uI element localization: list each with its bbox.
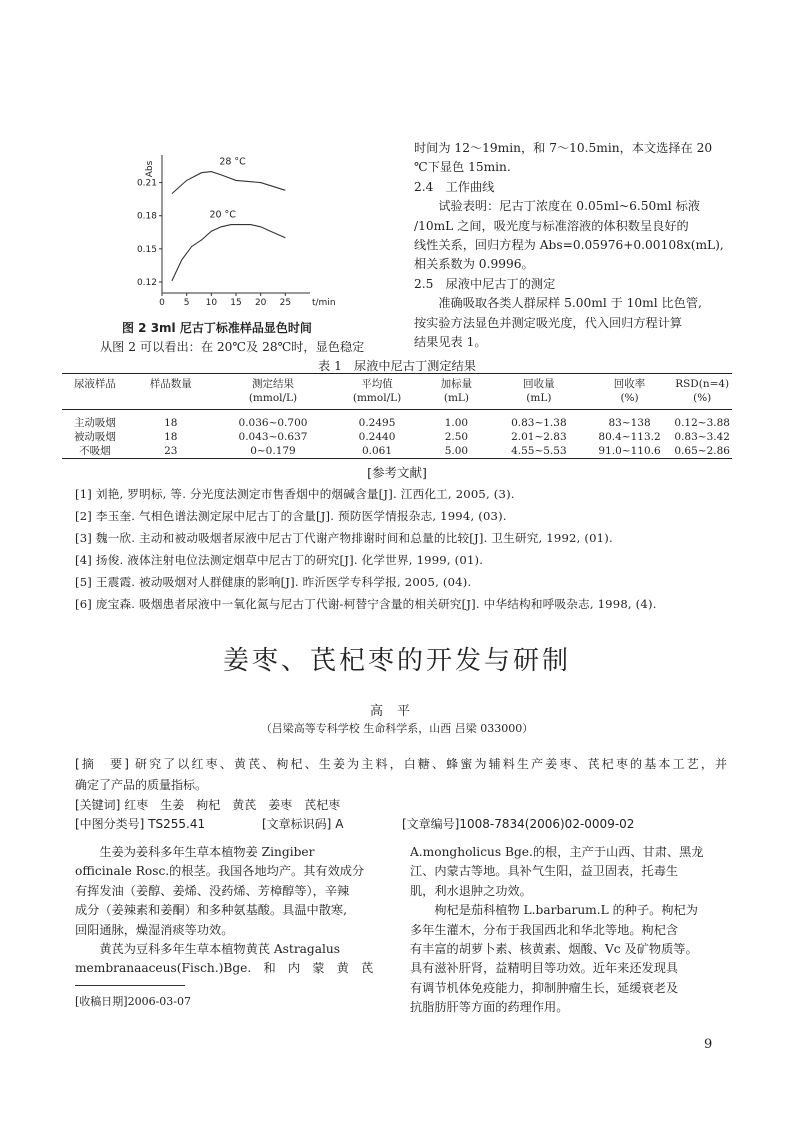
table-header-cell: [62, 374, 128, 410]
keywords-text: 红枣 生姜 枸杞 黄芪 姜枣 芪杞枣: [124, 798, 341, 812]
header-line: 回收量: [523, 378, 555, 390]
text-line: 时间为 12～19min，和 7～10.5min，本文选择在 20: [414, 141, 713, 155]
table-row: [62, 410, 732, 431]
article-affiliation: （吕梁高等专科学校 生命科学系，山西 吕梁 033000）: [260, 722, 534, 735]
abstract: [75, 755, 727, 772]
table-cell: 0.036~0.700: [238, 417, 308, 429]
doccode-line: [262, 815, 343, 832]
figure-caption: 图 2 3ml 尼古丁标准样品显色时间: [122, 321, 312, 335]
y-tick-label: 0.21: [136, 178, 157, 189]
header-line: (mL): [443, 392, 469, 404]
reference-item: [1] 刘艳, 罗明标, 等. 分光度法测定市售香烟中的烟碱含量[J]. 江西化工, 2005, (3).: [75, 487, 515, 501]
reference-item: [6] 庞宝森. 吸烟患者尿液中一氧化氮与尼古丁代谢-柯替宁含量的相关研究[J]. 中华结构和呼吸杂志, 1998, (4).: [75, 597, 657, 611]
table-cell: 0.2495: [358, 417, 396, 429]
table-cell: 2.01~2.83: [511, 431, 567, 443]
header-line: 平均值: [361, 378, 393, 390]
x-tick-label: 25: [279, 298, 292, 308]
text-line: 线性关系，回归方程为 Abs=0.05976+0.00108x(mL),: [414, 238, 724, 253]
page-number: 9: [704, 1037, 713, 1052]
y-tick-label: 0.15: [136, 244, 157, 255]
doccode-value: A: [335, 817, 344, 831]
header-line: (mmol/L): [248, 392, 298, 404]
table-header-row: [62, 374, 732, 410]
series-label: 20 °C: [209, 209, 236, 221]
table-header-cell: [128, 374, 214, 410]
text-line: 相关系数为 0.9996。: [414, 257, 534, 272]
body-line: officinale Rosc.的根茎。我国各地均产。其有效成分: [75, 864, 365, 879]
results-table: [62, 373, 732, 459]
text-line: ℃下显色 15min.: [414, 160, 511, 175]
x-tick-label: 10: [205, 298, 218, 308]
header-line: 回收率: [613, 378, 646, 390]
table-cell: 0.043~0.637: [238, 431, 308, 443]
reference-item: [5] 王震霞. 被动吸烟对人群健康的影响[J]. 昨沂医学专科学报, 2005, (04).: [75, 575, 472, 589]
table-cell: 83~138: [608, 417, 651, 429]
table-cell: 18: [164, 431, 178, 443]
table-header-cell: [587, 374, 673, 410]
table-header-cell: [332, 374, 422, 410]
table-cell: 5.00: [444, 445, 469, 457]
x-tick-label: 0: [159, 298, 165, 308]
clc-label: [中图分类号]: [75, 817, 145, 831]
table-cell: 80.4~113.2: [598, 431, 661, 443]
table-header-cell: [422, 374, 491, 410]
article-author: 高平: [369, 704, 424, 719]
text-line: /10mL 之间，吸光度与标准溶液的体积数呈良好的: [414, 218, 689, 233]
text-line: 按实验方法显色并测定吸光度，代入回归方程计算: [414, 315, 683, 330]
table-row: [62, 430, 732, 444]
body-line: 回阳通脉，燥湿消痰等功效。: [75, 922, 234, 937]
body-line: 成分（姜辣素和姜酮）和多种氨基酸。具温中散寒,: [75, 903, 347, 918]
header-line: (%): [620, 392, 639, 404]
section-heading: 2.4 工作曲线: [414, 179, 495, 194]
header-line: 测定结果: [251, 378, 294, 390]
table-cell: 2.50: [444, 431, 469, 443]
body-line: 多年生灌木，分布于我国西北和华北等地。枸杞含: [410, 922, 679, 937]
body-line: 江、内蒙古等地。具补气生阳，益卫固表，托毒生: [410, 864, 679, 879]
x-tick-label: 5: [183, 298, 190, 308]
table-cell: 0.061: [361, 445, 393, 457]
x-tick-label: 20: [254, 298, 267, 308]
table-cell: 0.83~1.38: [511, 417, 567, 429]
series-label: 28 °C: [219, 156, 246, 168]
reference-item: [2] 李玉奎. 气相色谱法测定尿中尼古丁的含量[J]. 预防医学情报杂志, 1994, (03).: [75, 509, 507, 523]
body-right-column: [410, 843, 726, 1018]
x-tick-label: 15: [230, 298, 242, 308]
reference-item: [4] 扬俊. 液体注射电位法测定烟草中尼古丁的研究[J]. 化学世界, 1999, (01).: [75, 553, 484, 567]
classification-line: [75, 815, 205, 832]
keywords: [75, 796, 340, 813]
text-line: 试验表明：尼古丁浓度在 0.05ml~6.50ml 标液: [414, 199, 700, 214]
table-cell: 被动吸烟: [73, 431, 116, 443]
series-line: [172, 225, 285, 281]
header-line: 尿液样品: [73, 378, 116, 390]
table-cell: 0.2440: [358, 431, 396, 443]
table-row: [62, 444, 732, 459]
table-header-cell: [214, 374, 333, 410]
body-line: 黄芪为豆科多年生草本植物黄芪 Astragalus: [75, 942, 340, 957]
table-cell: 0.65~2.86: [674, 445, 730, 457]
text-line: 准确吸取各类人群尿样 5.00ml 于 10ml 比色管,: [414, 296, 702, 311]
table-cell: 不吸烟: [79, 445, 111, 457]
body-line: 有丰富的胡萝卜素、核黄素、烟酸、Vc 及矿物质等。: [410, 942, 698, 957]
table-header-cell: [672, 374, 732, 410]
doccode-label: [文章标识码]: [262, 817, 332, 831]
table-title: 表 1 尿液中尼古丁测定结果: [318, 359, 476, 373]
table-cell: 1.00: [444, 417, 469, 429]
table-cell: 23: [164, 445, 178, 457]
table-cell: 0.83~3.42: [674, 431, 730, 443]
body-line: 枸杞是茄科植物 L.barbarum.L 的种子。枸杞为: [410, 903, 698, 918]
abstract-text: 研究了以红枣、黄芪、枸杞、生姜为主料，白糖、蜂蜜为辅料生产姜枣、芪杞枣的基本工艺，并: [134, 757, 727, 771]
abstract-label: [摘 要]: [75, 757, 129, 771]
body-line: A.mongholicus Bge.的根，主产于山西、甘肃、黑龙: [410, 845, 704, 859]
abstract-line: [75, 755, 727, 772]
body-line: 生姜为姜科多年生草本植物姜 Zingiber: [75, 845, 315, 859]
section-heading: 2.5 尿液中尼古丁的测定: [414, 276, 556, 291]
right-column-top: [414, 139, 724, 352]
header-line: 样品数量: [149, 378, 192, 390]
x-axis-label: t/min: [312, 298, 336, 308]
body-line: 抗脂肪肝等方面的药理作用。: [410, 1000, 569, 1015]
header-line: (%): [693, 392, 712, 404]
table-header-cell: [491, 374, 587, 410]
references-heading: [参考文献]: [367, 465, 427, 480]
article-title: 姜枣、芪杞枣的开发与研制: [222, 646, 571, 676]
body-left-column: [75, 843, 381, 979]
y-axis-label: Abs: [145, 160, 155, 178]
table-cell: 4.55~5.53: [511, 445, 567, 457]
body-line: membranaaceus(Fisch.)Bge. 和 内 蒙 黄 芪: [75, 961, 374, 976]
table-cell: 主动吸烟: [73, 417, 116, 429]
abstract-line-2: 确定了产品的质量指标。: [75, 778, 208, 792]
body-line: 有调节机体免疫能力，抑制肿瘤生长，延缓衰老及: [410, 980, 679, 995]
body-line: 具有滋补肝肾，益精明目等功效。近年来还发现具: [410, 961, 679, 976]
text-line: 结果见表 1。: [414, 335, 487, 350]
figure-chart: [130, 145, 336, 315]
table-cell: 18: [164, 417, 178, 429]
articleno-line: [402, 815, 634, 832]
table-cell: 91.0~110.6: [598, 445, 661, 457]
table-cell: 0.12~3.88: [674, 417, 730, 429]
articleno-label: [文章编号]: [402, 817, 460, 831]
clc-value: TS255.41: [148, 817, 206, 831]
header-line: 加标量: [440, 378, 473, 390]
y-tick-label: 0.18: [136, 211, 157, 222]
y-tick-label: 0.12: [136, 277, 157, 288]
header-line: RSD(n=4): [675, 378, 730, 390]
text-line: 从图 2 可以看出：在 20℃及 28℃时，显色稳定: [100, 340, 365, 354]
series-line: [172, 172, 285, 194]
header-line: (mmol/L): [352, 392, 402, 404]
header-line: (mL): [526, 392, 552, 404]
keywords-label: [关键词]: [75, 798, 121, 812]
body-line: 有挥发油（姜醇、姜烯、没药烯、芳樟醇等），辛辣: [75, 883, 350, 898]
table-cell: 0~0.179: [250, 445, 296, 457]
footnote-rule: [75, 985, 185, 986]
reference-item: [3] 魏一欣. 主动和被动吸烟者尿液中尼古丁代谢产物排谢时间和总量的比较[J]. 卫生研究, 1992, (01).: [75, 531, 613, 545]
body-line: 肌，利水退肿之功效。: [410, 883, 532, 898]
articleno-value: 1008-7834(2006)02-0009-02: [459, 817, 635, 831]
received-date: [收稿日期]2006-03-07: [75, 995, 192, 1008]
